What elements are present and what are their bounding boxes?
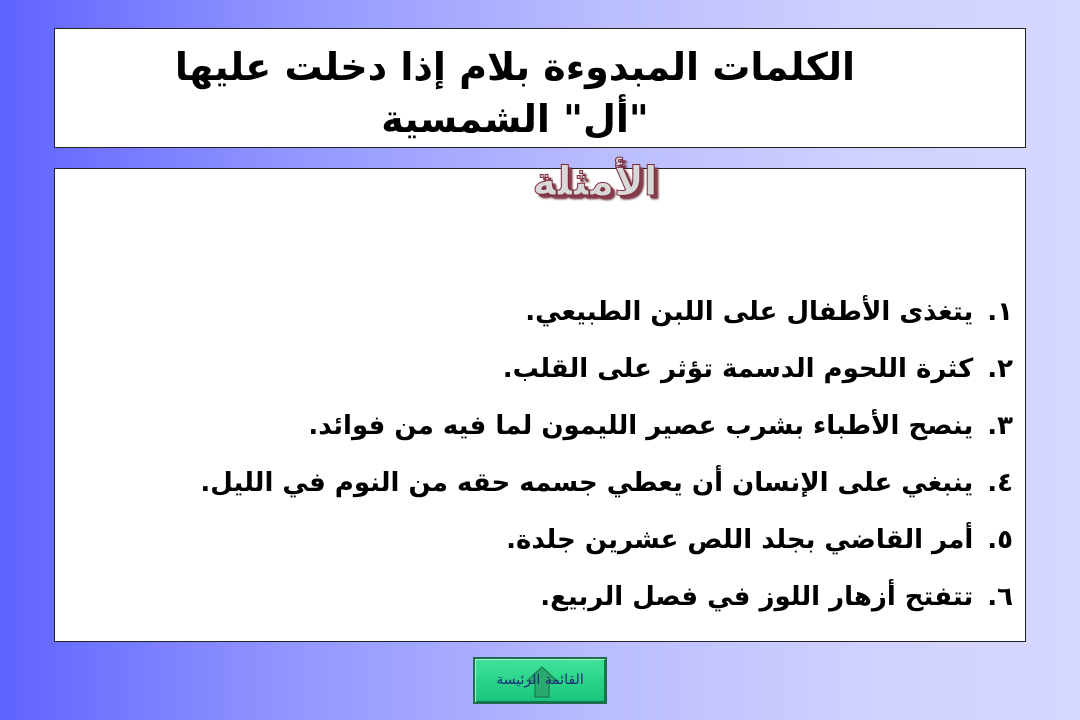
examples-list bbox=[200, 284, 1013, 626]
example-item bbox=[200, 284, 1013, 341]
example-text: ينصح الأطباء بشرب عصير الليمون لما فيه من فوائد. bbox=[308, 411, 974, 441]
title-box bbox=[54, 28, 1026, 148]
title-line-2: "أل" الشمسية bbox=[381, 97, 649, 141]
example-number: ٢. bbox=[987, 354, 1013, 384]
example-item bbox=[200, 455, 1013, 512]
example-item bbox=[200, 398, 1013, 455]
examples-heading: الأمثلة bbox=[532, 159, 658, 205]
example-number: ٦. bbox=[987, 582, 1013, 612]
example-number: ١. bbox=[987, 297, 1013, 327]
example-text: يتغذى الأطفال على اللبن الطبيعي. bbox=[525, 297, 974, 327]
example-text: كثرة اللحوم الدسمة تؤثر على القلب. bbox=[502, 354, 974, 384]
examples-box bbox=[54, 168, 1026, 642]
title-line-1: الكلمات المبدوءة بلام إذا دخلت عليها bbox=[174, 45, 856, 89]
slide-title bbox=[165, 41, 865, 145]
example-number: ٥. bbox=[987, 525, 1013, 555]
example-item bbox=[200, 341, 1013, 398]
example-text: أمر القاضي بجلد اللص عشرين جلدة. bbox=[506, 525, 974, 555]
main-menu-label: القائمة الرئيسة bbox=[496, 672, 584, 688]
example-item bbox=[200, 512, 1013, 569]
example-item bbox=[200, 569, 1013, 626]
main-menu-button[interactable] bbox=[473, 657, 607, 704]
example-text: تتفتح أزهار اللوز في فصل الربيع. bbox=[540, 582, 974, 612]
example-text: ينبغي على الإنسان أن يعطي جسمه حقه من النوم في الليل. bbox=[200, 468, 974, 498]
example-number: ٣. bbox=[987, 411, 1013, 441]
example-number: ٤. bbox=[987, 468, 1013, 498]
